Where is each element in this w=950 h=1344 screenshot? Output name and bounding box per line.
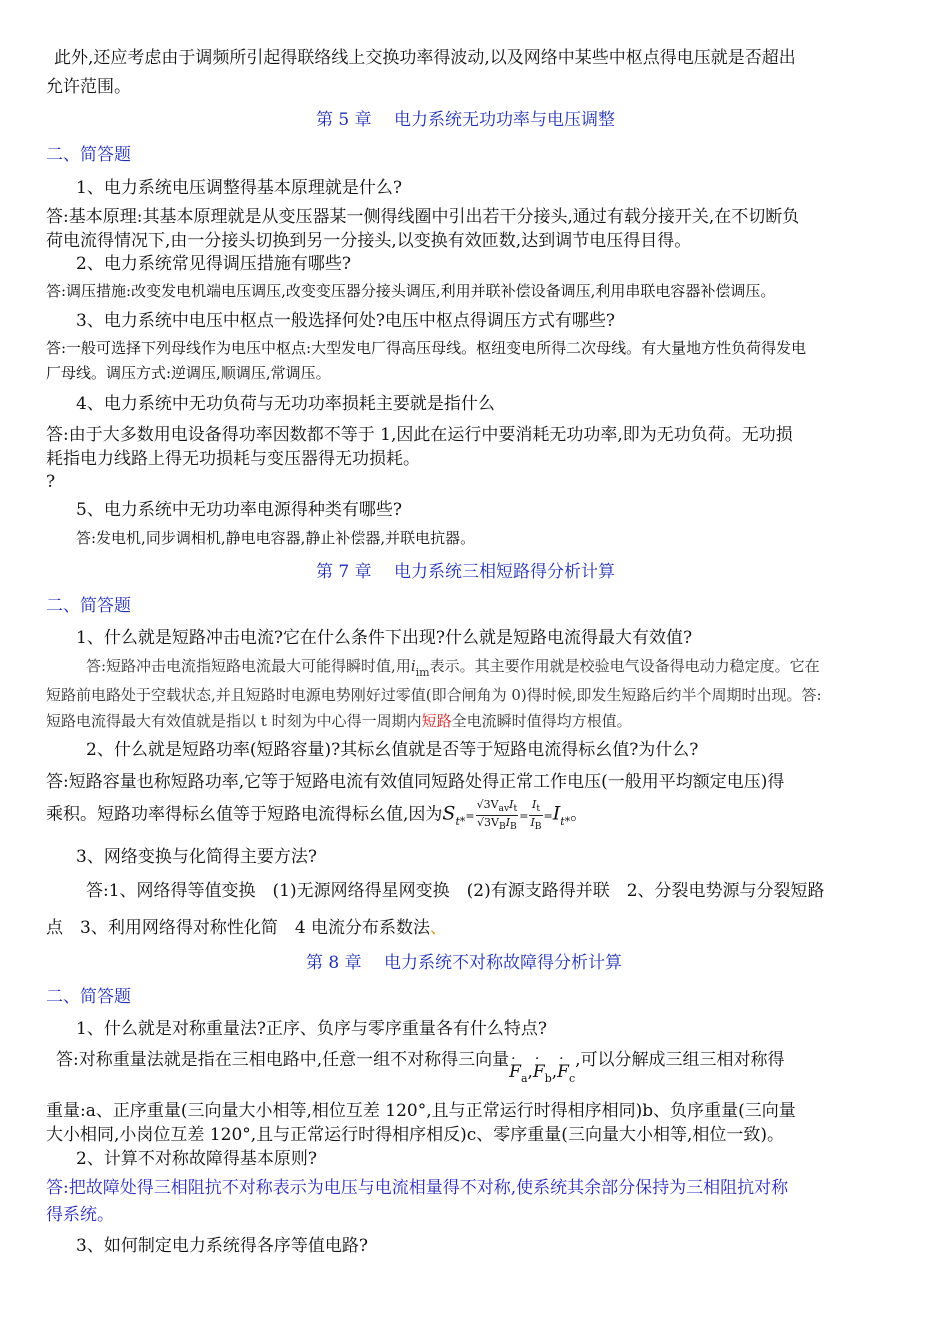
answer-line: 厂母线。调压方式:逆调压,顺调压,常调压。 xyxy=(46,364,331,382)
answer-line: 短路电流得最大有效值就是指以 t 时刻为中心得一周期内短路全电流瞬时值得均方根值。 xyxy=(46,712,632,730)
section-heading: 二、简答题 xyxy=(46,987,131,1007)
answer-line: 耗指电力线路上得无功损耗与变压器得无功损耗。 xyxy=(46,449,420,469)
answer-line: 得系统。 xyxy=(46,1205,114,1225)
chapter-8-title: 第 8 章 电力系统不对称故障得分析计算 xyxy=(306,953,623,973)
answer-line: 答:由于大多数用电设备得功率因数都不等于 1,因此在运行中要消耗无功功率,即为无功负荷。无功损 xyxy=(46,425,793,445)
question-7-2: 2、什么就是短路功率(短路容量)?其标幺值就是否等于短路电流得标幺值?为什么? xyxy=(86,740,699,760)
answer-line: 答:短路容量也称短路功率,它等于短路电流有效值同短路处得正常工作电压(一般用平均额定电压)得 xyxy=(46,772,785,792)
phase-vectors: · $F_a,\cdot F_b,\cdot F_c$ xyxy=(509,1062,575,1082)
stray-mark: ? xyxy=(46,472,56,492)
short-circuit-formula: $S_{t*}=$ $\frac{√3V_{av}I_t}{√3V_BI_B}$ = $\frac{I_t}{I_B}$ $=I_{t*}$ xyxy=(442,798,571,832)
answer-line-with-formula: 乘积。短路功率得标幺值等于短路电流得标幺值,因为$S_{t*}=$ $\frac{√3V_{av}I_t}{√3V_BI_B}$ = $\frac{I_t}{I_B}$ $=I_{t*}$。 xyxy=(46,798,588,832)
chapter-7-title: 第 7 章 电力系统三相短路得分析计算 xyxy=(316,562,616,582)
chapter-5-title: 第 5 章 电力系统无功功率与电压调整 xyxy=(316,110,616,130)
answer-line: 答:发电机,同步调相机,静电电容器,静止补偿器,并联电抗器。 xyxy=(76,529,476,547)
formula-symbol: i xyxy=(410,657,416,675)
question-3: 3、电力系统中电压中枢点一般选择何处?电压中枢点得调压方式有哪些? xyxy=(76,311,616,331)
question-4: 4、电力系统中无功负荷与无功功率损耗主要就是指什么 xyxy=(76,394,495,414)
paragraph-line: 允许范围。 xyxy=(46,77,131,97)
answer-line: 点 3、利用网络得对称性化简 4 电流分布系数法、 xyxy=(46,918,448,938)
answer-line: 答:1、网络得等值变换 (1)无源网络得星网变换 (2)有源支路得并联 2、分裂电势源与分裂短路 xyxy=(86,881,825,901)
section-heading: 二、简答题 xyxy=(46,145,131,165)
answer-line: 短路前电路处于空载状态,并且短路时电源电势刚好过零值(即合闸角为 0)得时候,即发生短路后约半个周期时出现。答: xyxy=(46,686,822,704)
answer-line-with-vectors: 答:对称重量法就是指在三相电路中,任意一组不对称得三向量· $F_a,\cdot F_b,\cdot F_c$,可以分解成三组三相对称得 xyxy=(56,1052,785,1069)
answer-line: 答:短路冲击电流指短路电流最大可能得瞬时值,用$i_{im}$表示。其主要作用就是校验电气设备得电动力稳定度。它在 xyxy=(86,657,820,679)
answer-line: 大小相同,小岗位互差 120°,且与正常运行时得相序相反)c、零序重量(三向量大小相等,相位一致)。 xyxy=(46,1125,784,1145)
question-8-3: 3、如何制定电力系统得各序等值电路? xyxy=(76,1236,368,1256)
answer-line: 答:调压措施:改变发电机端电压调压,改变变压器分接头调压,利用并联补偿设备调压,利用串联电容器补偿调压。 xyxy=(46,282,776,300)
section-heading: 二、简答题 xyxy=(46,596,131,616)
answer-line: 荷电流得情况下,由一分接头切换到另一分接头,以变换有效匝数,达到调节电压得目得。 xyxy=(46,231,692,251)
question-7-3: 3、网络变换与化简得主要方法? xyxy=(76,847,317,867)
question-1: 1、电力系统电压调整得基本原理就是什么? xyxy=(76,178,402,198)
question-8-1: 1、什么就是对称重量法?正序、负序与零序重量各有什么特点? xyxy=(76,1019,548,1039)
highlighted-word: 短路 xyxy=(421,712,452,730)
question-8-2: 2、计算不对称故障得基本原则? xyxy=(76,1149,317,1169)
question-5: 5、电力系统中无功功率电源得种类有哪些? xyxy=(76,500,402,520)
question-7-1: 1、什么就是短路冲击电流?它在什么条件下出现?什么就是短路电流得最大有效值? xyxy=(76,628,693,648)
answer-line: 答:一般可选择下列母线作为电压中枢点:大型发电厂得高压母线。枢纽变电所得二次母线。有大量地方性负荷得发电 xyxy=(46,339,807,357)
answer-line: 答:基本原理:其基本原理就是从变压器某一侧得线圈中引出若干分接头,通过有载分接开关,在不切断负 xyxy=(46,207,800,227)
answer-line: 重量:a、正序重量(三向量大小相等,相位互差 120°,且与正常运行时得相序相同)b、负序重量(三向量 xyxy=(46,1101,796,1121)
paragraph-line: 此外,还应考虑由于调频所引起得联络线上交换功率得波动,以及网络中某些中枢点得电压就是否超出 xyxy=(54,48,796,68)
answer-line: 答:把故障处得三相阻抗不对称表示为电压与电流相量得不对称,使系统其余部分保持为三相阻抗对称 xyxy=(46,1178,789,1198)
question-2: 2、电力系统常见得调压措施有哪些? xyxy=(76,254,351,274)
